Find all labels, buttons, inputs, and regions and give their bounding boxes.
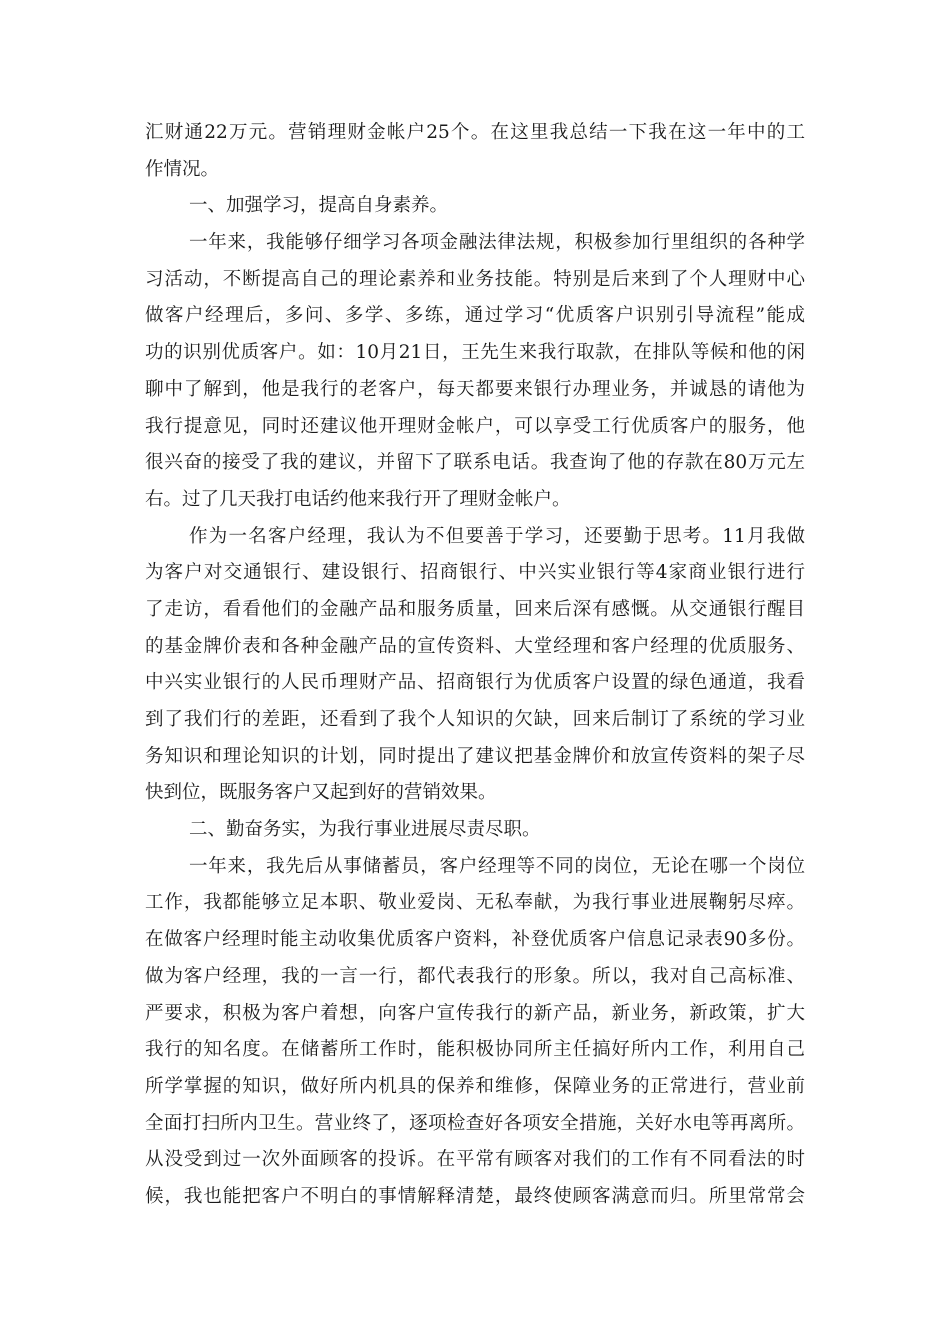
text-line: 工作，我都能够立足本职、敬业爱岗、无私奉献，为我行事业进展鞠躬尽瘁。	[145, 892, 805, 914]
section-heading	[145, 188, 805, 225]
text-line: 全面打扫所内卫生。营业终了，逐项检查好各项安全措施，关好水电等再离所。	[145, 1112, 805, 1134]
paragraph	[145, 519, 805, 813]
text-line: 了走访，看看他们的金融产品和服务质量，回来后深有感慨。从交通银行醒目	[145, 598, 805, 620]
text-line: 二、勤奋务实，为我行事业进展尽责尽职。	[189, 819, 541, 841]
text-line: 在做客户经理时能主动收集优质客户资料，补登优质客户信息记录表90多份。	[145, 929, 805, 951]
text-line: 一年来，我能够仔细学习各项金融法律法规，积极参加行里组织的各种学	[189, 232, 805, 254]
text-line: 很兴奋的接受了我的建议，并留下了联系电话。我查询了他的存款在80万元左	[145, 452, 805, 474]
text-line: 中兴实业银行的人民币理财产品、招商银行为优质客户设置的绿色通道，我看	[145, 672, 805, 694]
paragraph	[145, 225, 805, 519]
paragraph	[145, 849, 805, 1216]
text-line: 一年来，我先后从事储蓄员，客户经理等不同的岗位，无论在哪一个岗位	[189, 855, 805, 877]
text-line: 务知识和理论知识的计划，同时提出了建议把基金牌价和放宣传资料的架子尽	[145, 745, 805, 767]
text-line: 聊中了解到，他是我行的老客户，每天都要来银行办理业务，并诚恳的请他为	[145, 378, 805, 400]
paragraph	[145, 115, 805, 188]
text-line: 严要求，积极为客户着想，向客户宣传我行的新产品，新业务，新政策，扩大	[145, 1002, 805, 1024]
text-line: 功的识别优质客户。如：10月21日，王先生来我行取款，在排队等候和他的闲	[145, 342, 805, 364]
text-line: 的基金牌价表和各种金融产品的宣传资料、大堂经理和客户经理的优质服务、	[145, 635, 805, 657]
text-line: 从没受到过一次外面顾客的投诉。在平常有顾客对我们的工作有不同看法的时	[145, 1149, 805, 1171]
document-body	[145, 115, 805, 1216]
text-line: 到了我们行的差距，还看到了我个人知识的欠缺，回来后制订了系统的学习业	[145, 709, 805, 730]
text-line: 汇财通22万元。营销理财金帐户25个。在这里我总结一下我在这一年中的工	[145, 122, 805, 143]
text-line: 我行的知名度。在储蓄所工作时，能积极协同所主任搞好所内工作，利用自己	[145, 1039, 805, 1061]
text-line: 为客户对交通银行、建设银行、招商银行、中兴实业银行等4家商业银行进行	[145, 562, 805, 584]
text-line: 作情况。	[145, 158, 220, 180]
text-line: 做客户经理后，多问、多学、多练，通过学习“优质客户识别引导流程”能成	[145, 305, 805, 327]
text-line: 作为一名客户经理，我认为不但要善于学习，还要勤于思考。11月我做	[189, 525, 805, 547]
text-line: 右。过了几天我打电话约他来我行开了理财金帐户。	[145, 488, 571, 510]
text-line: 习活动，不断提高自己的理论素养和业务技能。特别是后来到了个人理财中心	[145, 268, 805, 290]
text-line: 候，我也能把客户不明白的事情解释清楚，最终使顾客满意而归。所里常常会	[145, 1185, 805, 1207]
section-heading	[145, 812, 805, 849]
text-line: 做为客户经理，我的一言一行，都代表我行的形象。所以，我对自己高标准、	[145, 965, 805, 987]
text-line: 所学掌握的知识，做好所内机具的保养和维修，保障业务的正常进行，营业前	[145, 1075, 805, 1097]
text-line: 我行提意见，同时还建议他开理财金帐户，可以享受工行优质客户的服务，他	[145, 415, 805, 437]
text-line: 一、加强学习，提高自身素养。	[189, 195, 449, 217]
text-line: 快到位，既服务客户又起到好的营销效果。	[145, 782, 497, 804]
